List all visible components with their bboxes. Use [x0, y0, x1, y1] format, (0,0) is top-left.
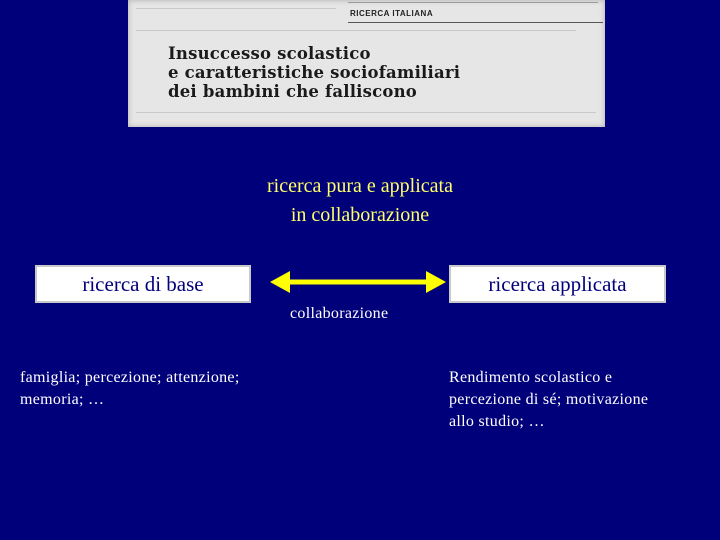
scan-faint-line: [136, 8, 336, 9]
scan-title-line: dei bambini che falliscono: [168, 82, 417, 101]
center-heading-line: ricerca pura e applicata: [267, 175, 453, 197]
center-heading: [0, 172, 720, 230]
scan-faint-line: [136, 112, 596, 113]
scan-title-line: Insuccesso scolastico: [168, 44, 371, 63]
center-heading-line: in collaborazione: [290, 204, 430, 226]
scan-title-line: e caratteristiche sociofamiliari: [168, 63, 461, 82]
topics-line: memoria; …: [20, 391, 105, 408]
scan-article-title: [168, 44, 460, 101]
topics-line: allo studio; …: [449, 413, 545, 430]
basic-research-topics: [20, 367, 310, 411]
applied-research-topics: [449, 367, 709, 433]
double-arrow-icon: [270, 267, 446, 297]
topics-line: famiglia; percezione; attenzione;: [20, 369, 240, 386]
article-scan-image: [128, 0, 605, 127]
collaboration-label: collaborazione: [290, 305, 389, 322]
scan-header-rule: [348, 22, 603, 23]
topics-line: Rendimento scolastico e: [449, 369, 613, 386]
topics-line: percezione di sé; motivazione: [449, 391, 649, 408]
scan-section-header: RICERCA ITALIANA: [350, 9, 434, 18]
scan-faint-line: [136, 30, 576, 31]
scan-top-rule: [348, 2, 598, 3]
applied-research-box: ricerca applicata: [449, 265, 666, 303]
basic-research-box: ricerca di base: [35, 265, 251, 303]
